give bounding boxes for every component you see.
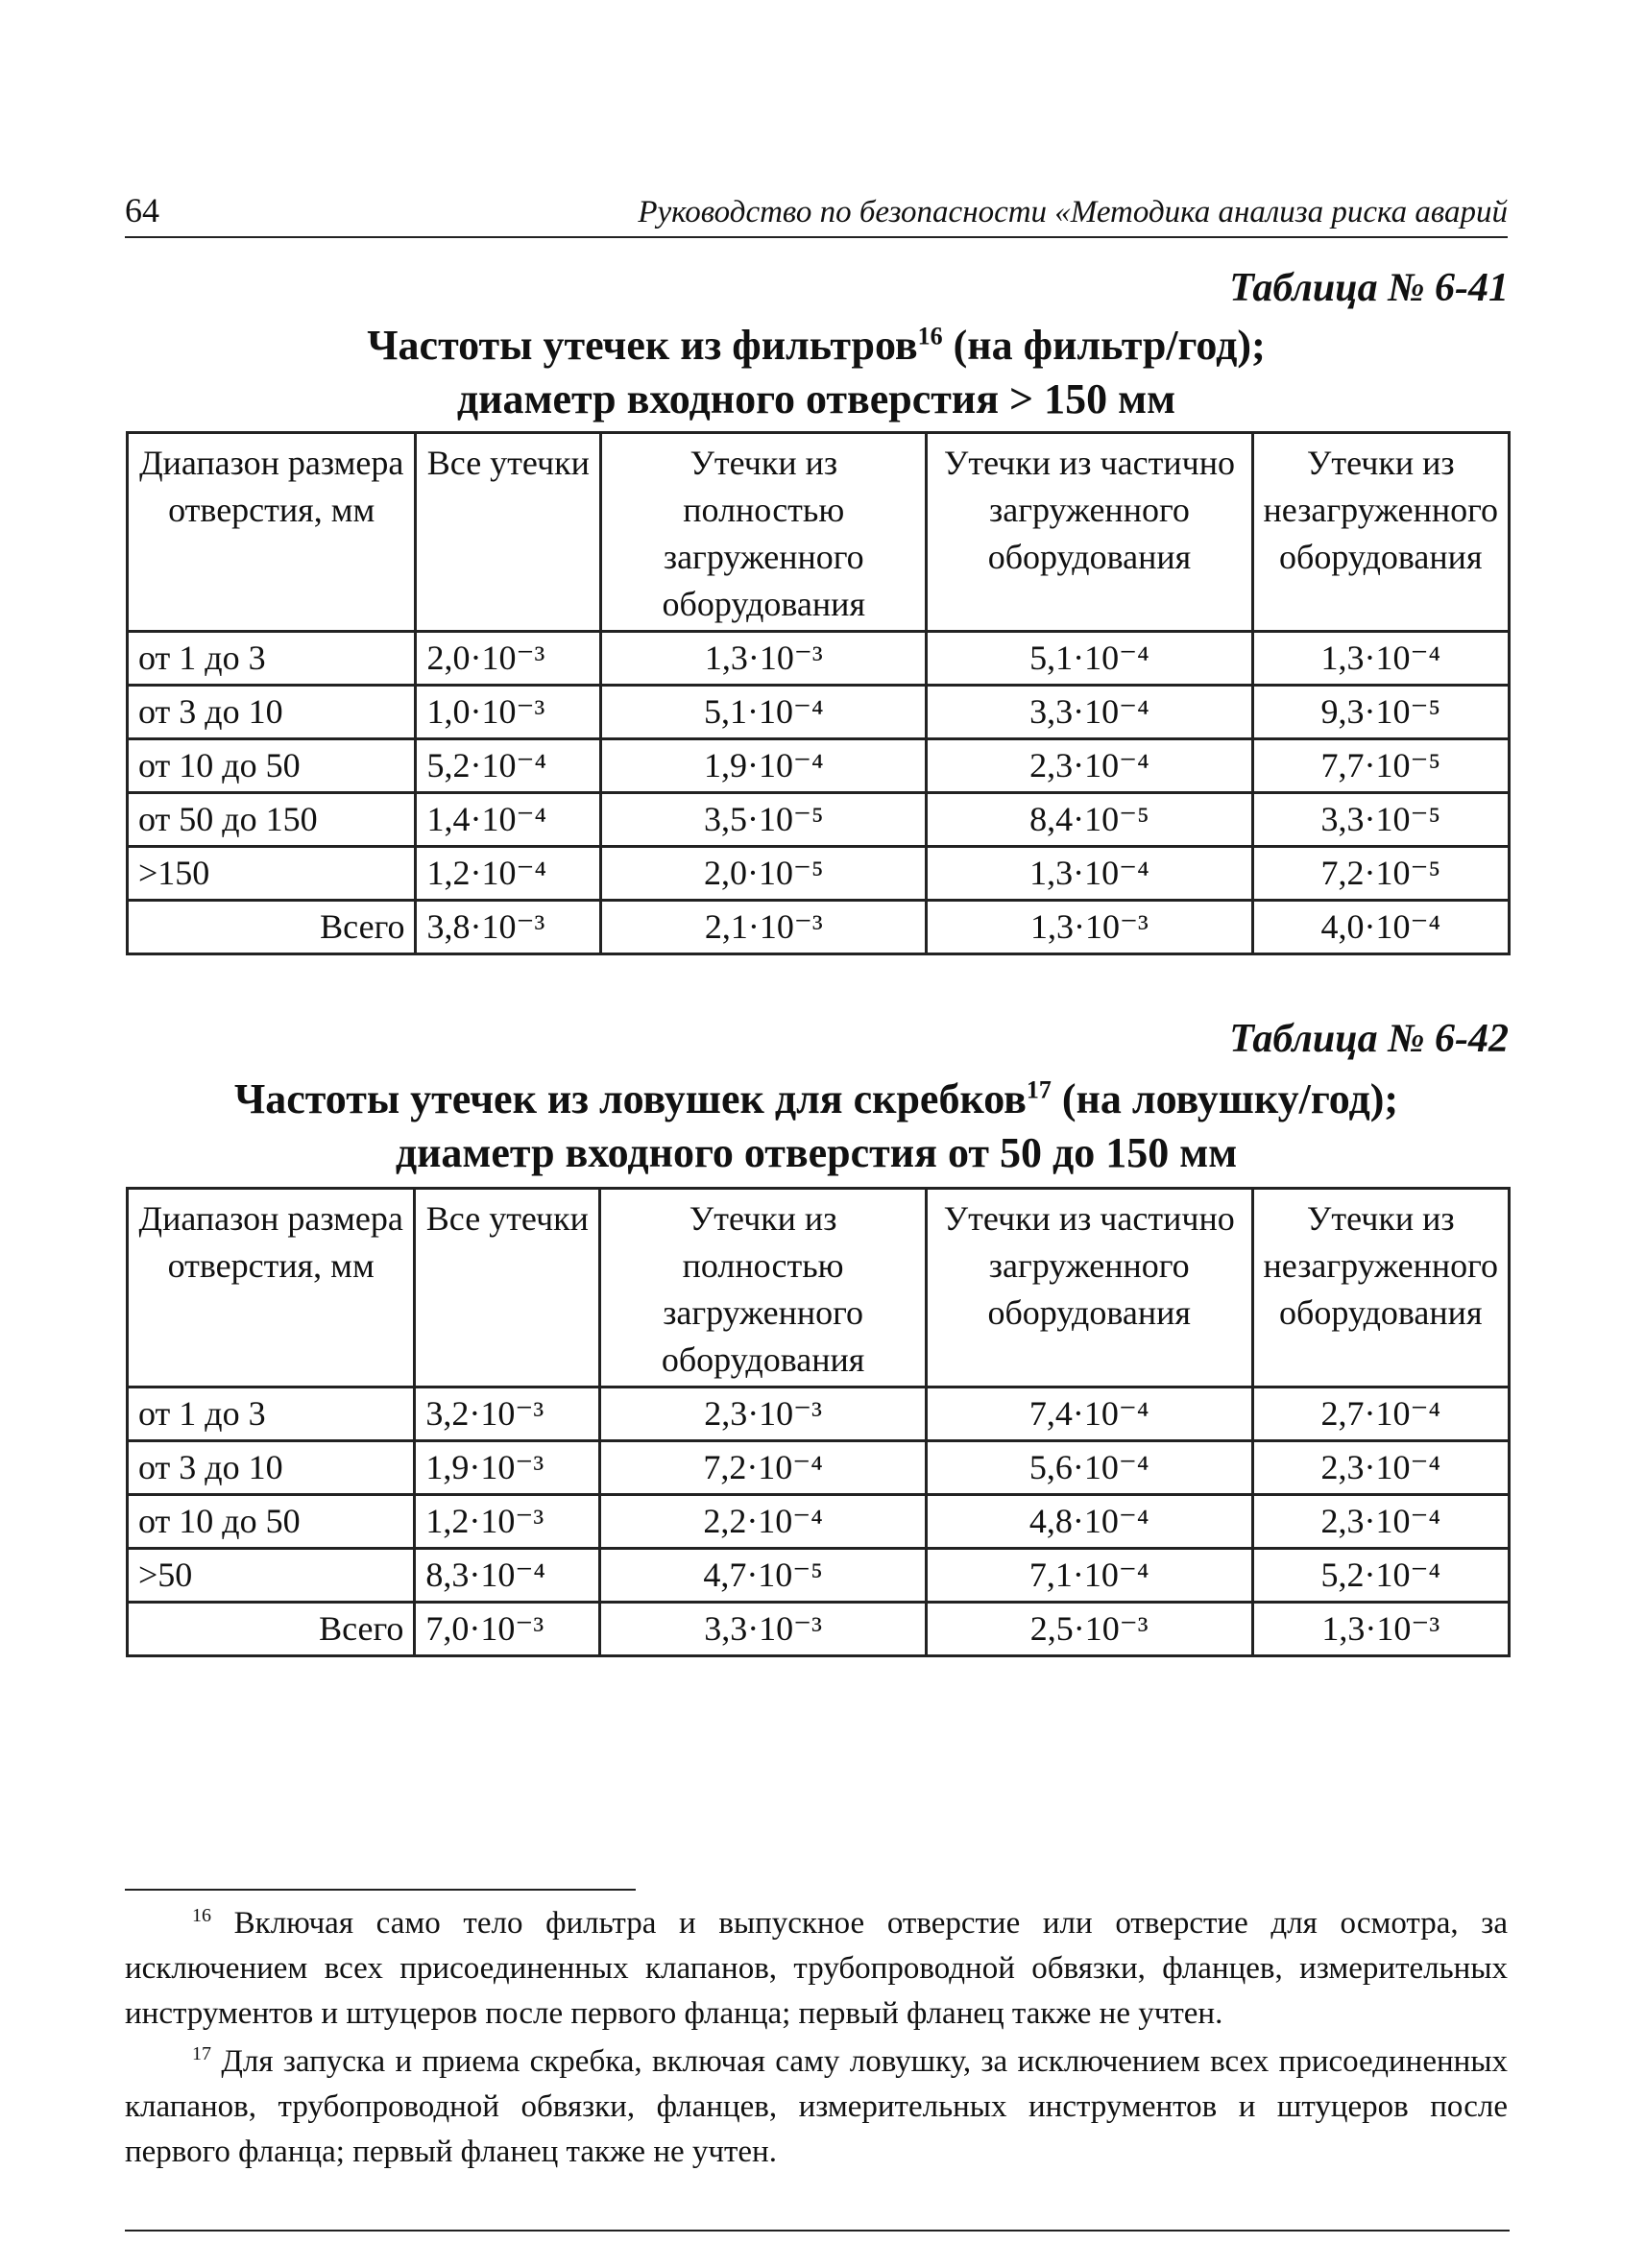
cell-partial: 2,3·10⁻⁴: [927, 739, 1252, 793]
cell-all: 1,2·10⁻³: [415, 1495, 600, 1549]
cell-range: от 3 до 10: [128, 1441, 415, 1495]
footnote-ref-16: 16: [917, 322, 943, 350]
cell-full: 3,3·10⁻³: [600, 1603, 927, 1656]
cell-range: >50: [128, 1549, 415, 1603]
table1-title-line1: Частоты утечек из фильтров$^{16}$ (на фильтр/год);: [367, 322, 1266, 369]
cell-partial: 3,3·10⁻⁴: [927, 686, 1252, 739]
col-header-all: Все утечки: [415, 1189, 600, 1387]
cell-full: 5,1·10⁻⁴: [601, 686, 927, 739]
table-row: [128, 901, 1510, 954]
cell-empty: 3,3·10⁻⁵: [1252, 793, 1509, 847]
table-row: [128, 793, 1510, 847]
table-row: [128, 847, 1510, 901]
col-header-all: Все утечки: [416, 433, 601, 632]
footnote-text: Для запуска и приема скребка, включая саму ловушку, за исключением всех присоединенных клапанов, трубопроводной обвязки, фланцев, измерительных инструментов и штуцеров после первого фланца; первый фланец также не учтен.: [125, 2044, 1508, 2169]
running-title: Руководство по безопасности «Методика анализа риска аварий: [638, 195, 1508, 229]
cell-partial: 8,4·10⁻⁵: [927, 793, 1252, 847]
table-row: [128, 739, 1510, 793]
table-row: [128, 1549, 1510, 1603]
col-header-partial: Утечки из частично загруженного оборудования: [926, 1189, 1252, 1387]
footnote-number: 16: [192, 1905, 211, 1926]
col-header-empty: Утечки из незагруженного оборудования: [1252, 1189, 1509, 1387]
table1-title-line2: диаметр входного отверстия > 150 мм: [456, 375, 1176, 422]
table2: [126, 1187, 1511, 1657]
cell-empty: 2,3·10⁻⁴: [1252, 1495, 1509, 1549]
cell-partial: 7,1·10⁻⁴: [926, 1549, 1252, 1603]
cell-all: 1,4·10⁻⁴: [416, 793, 601, 847]
cell-partial: 7,4·10⁻⁴: [926, 1387, 1252, 1441]
cell-full: 2,0·10⁻⁵: [601, 847, 927, 901]
cell-range: от 50 до 150: [128, 793, 416, 847]
table1: [126, 431, 1511, 955]
cell-empty: 7,2·10⁻⁵: [1252, 847, 1509, 901]
cell-all: 3,8·10⁻³: [416, 901, 601, 954]
table1-label: Таблица № 6-41: [1229, 266, 1509, 310]
cell-partial: 2,5·10⁻³: [926, 1603, 1252, 1656]
cell-range: от 1 до 3: [128, 1387, 415, 1441]
cell-empty: 5,2·10⁻⁴: [1252, 1549, 1509, 1603]
table-row: [128, 632, 1510, 686]
cell-full: 4,7·10⁻⁵: [600, 1549, 927, 1603]
cell-full: 2,3·10⁻³: [600, 1387, 927, 1441]
cell-partial: 4,8·10⁻⁴: [926, 1495, 1252, 1549]
footnote-ref-17: 17: [1026, 1075, 1052, 1104]
table2-label: Таблица № 6-42: [1229, 1017, 1509, 1061]
table-row: [128, 1495, 1510, 1549]
col-header-range: Диапазон размера отверстия, мм: [128, 1189, 415, 1387]
cell-full: 2,1·10⁻³: [601, 901, 927, 954]
page-number: 64: [125, 191, 159, 229]
cell-empty: 9,3·10⁻⁵: [1252, 686, 1509, 739]
cell-range: Всего: [128, 901, 416, 954]
cell-full: 1,3·10⁻³: [601, 632, 927, 686]
footnote-separator: [125, 1889, 636, 1891]
cell-empty: 1,3·10⁻⁴: [1252, 632, 1509, 686]
cell-range: от 10 до 50: [128, 739, 416, 793]
cell-all: 1,9·10⁻³: [415, 1441, 600, 1495]
table1-header-row: [128, 433, 1510, 632]
table-row: [128, 1387, 1510, 1441]
cell-partial: 1,3·10⁻⁴: [927, 847, 1252, 901]
cell-partial: 5,6·10⁻⁴: [926, 1441, 1252, 1495]
footnote-text: Включая само тело фильтра и выпускное отверстие или отверстие для осмотра, за исключением всех присоединенных клапанов, трубопроводной обвязки, фланцев, измерительных инструментов и штуцеров после первого фланца; первый фланец также не учтен.: [125, 1906, 1508, 2031]
col-header-range: Диапазон размера отверстия, мм: [128, 433, 416, 632]
table2-title: [125, 1073, 1508, 1180]
cell-all: 1,2·10⁻⁴: [416, 847, 601, 901]
table-row: [128, 686, 1510, 739]
cell-range: от 3 до 10: [128, 686, 416, 739]
bottom-rule: [125, 2230, 1510, 2232]
table-row: [128, 1603, 1510, 1656]
footnote-17: [125, 2039, 1508, 2175]
cell-all: 3,2·10⁻³: [415, 1387, 600, 1441]
table-row: [128, 1441, 1510, 1495]
cell-empty: 4,0·10⁻⁴: [1252, 901, 1509, 954]
cell-partial: 1,3·10⁻³: [927, 901, 1252, 954]
cell-all: 2,0·10⁻³: [416, 632, 601, 686]
cell-range: >150: [128, 847, 416, 901]
cell-full: 3,5·10⁻⁵: [601, 793, 927, 847]
col-header-empty: Утечки из незагруженного оборудования: [1252, 433, 1509, 632]
footnote-16: [125, 1901, 1508, 2037]
cell-range: от 10 до 50: [128, 1495, 415, 1549]
cell-all: 7,0·10⁻³: [415, 1603, 600, 1656]
cell-empty: 1,3·10⁻³: [1252, 1603, 1509, 1656]
col-header-full: Утечки из полностью загруженного оборудования: [601, 433, 927, 632]
cell-all: 1,0·10⁻³: [416, 686, 601, 739]
cell-empty: 2,7·10⁻⁴: [1252, 1387, 1509, 1441]
table2-header-row: [128, 1189, 1510, 1387]
cell-all: 5,2·10⁻⁴: [416, 739, 601, 793]
cell-range: от 1 до 3: [128, 632, 416, 686]
cell-range: Всего: [128, 1603, 415, 1656]
footnote-number: 17: [192, 2043, 211, 2064]
cell-all: 8,3·10⁻⁴: [415, 1549, 600, 1603]
cell-partial: 5,1·10⁻⁴: [927, 632, 1252, 686]
table2-title-line2: диаметр входного отверстия от 50 до 150 мм: [395, 1129, 1238, 1176]
col-header-partial: Утечки из частично загруженного оборудования: [927, 433, 1252, 632]
col-header-full: Утечки из полностью загруженного оборудования: [600, 1189, 927, 1387]
cell-full: 7,2·10⁻⁴: [600, 1441, 927, 1495]
table2-title-line1: Частоты утечек из ловушек для скребков$^{17}$ (на ловушку/год);: [233, 1075, 1399, 1122]
cell-full: 2,2·10⁻⁴: [600, 1495, 927, 1549]
cell-empty: 7,7·10⁻⁵: [1252, 739, 1509, 793]
table1-title: [125, 319, 1508, 426]
cell-full: 1,9·10⁻⁴: [601, 739, 927, 793]
cell-empty: 2,3·10⁻⁴: [1252, 1441, 1509, 1495]
page-header: [125, 182, 1508, 238]
